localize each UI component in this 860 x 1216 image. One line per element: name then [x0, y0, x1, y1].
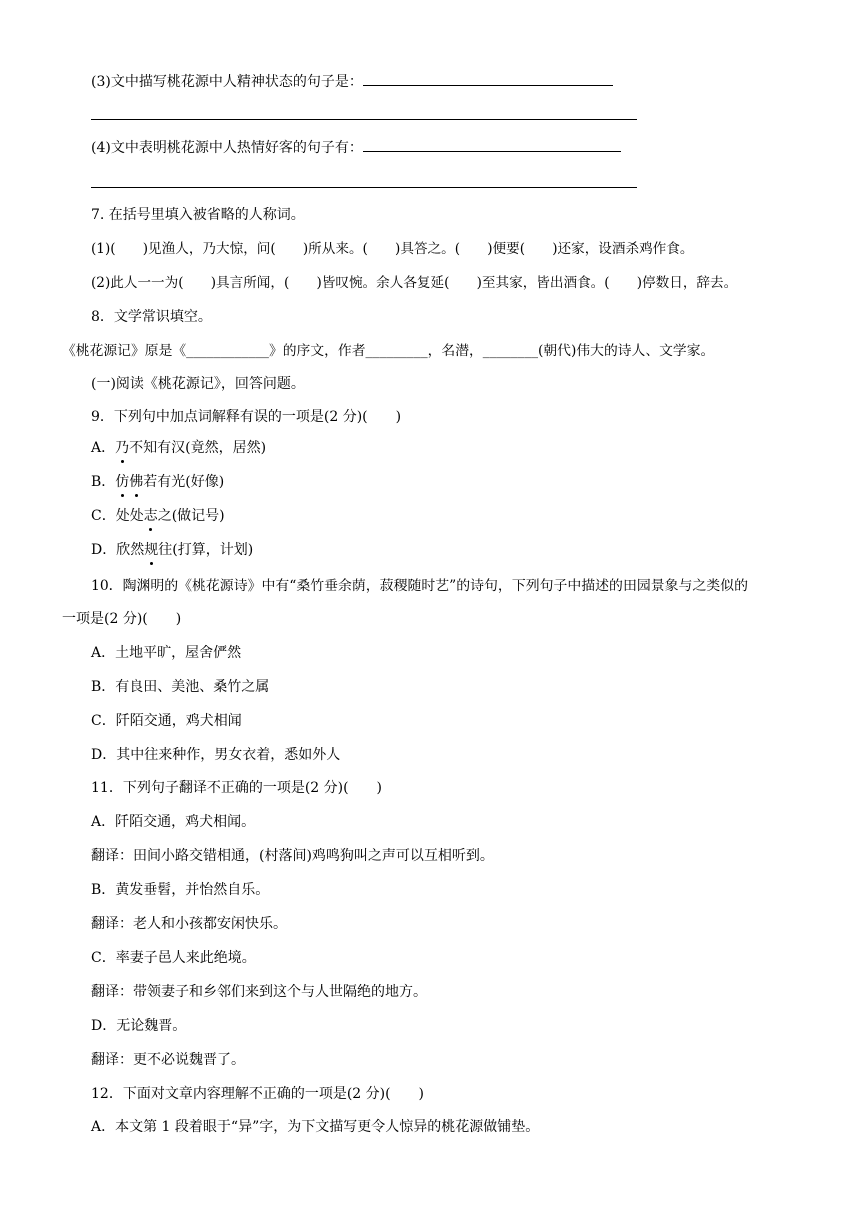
q9-c-prefix: C．处处	[91, 508, 144, 524]
q9-b-dotted-char-1: 仿	[115, 474, 130, 490]
q9-a-rest: 不知有汉(竟然，居然)	[129, 440, 267, 456]
q6-3-answer-blank[interactable]	[363, 71, 613, 86]
q7-line-1: (1)( )见渔人，乃大惊，问( )所从来。( )具答之。( )便要( )还家，设酒杀鸡作食。	[91, 241, 694, 257]
q10-option-c: C．阡陌交通，鸡犬相闻	[91, 713, 242, 729]
q6-4-answer-line[interactable]	[91, 187, 637, 188]
q9-b-prefix: B．	[91, 474, 116, 490]
q10-stem-line-2: 一项是(2 分)( )	[62, 611, 182, 627]
q10-stem-line-1: 10．陶渊明的《桃花源诗》中有“桑竹垂余荫，菽稷随时艺”的诗句，下列句子中描述的田园景象与之类似的	[91, 578, 748, 594]
q6-3-text: (3)文中描写桃花源中人精神状态的句子是：	[91, 74, 363, 90]
q6-3-line	[91, 71, 613, 92]
q8-title: 8．文学常识填空。	[91, 309, 212, 325]
q11-option-c: C．率妻子邑人来此绝境。	[91, 950, 256, 966]
q9-a-prefix: A．	[91, 440, 116, 456]
q11-translation-b: 翻译：老人和小孩都安闲快乐。	[91, 916, 287, 932]
q11-translation-a: 翻译：田间小路交错相通，(村落间)鸡鸣狗叫之声可以互相听到。	[91, 848, 494, 864]
q11-translation-c: 翻译：带领妻子和乡邻们来到这个与人世隔绝的地方。	[91, 984, 427, 1000]
q12-stem: 12．下面对文章内容理解不正确的一项是(2 分)( )	[91, 1086, 425, 1102]
q6-4-line	[91, 137, 621, 158]
q6-3-answer-line[interactable]	[91, 119, 637, 120]
q9-option-a	[91, 438, 266, 458]
q7-line-2: (2)此人一一为( )具言所闻，( )皆叹惋。余人各复延( )至其家，皆出酒食。( )停数日，辞去。	[91, 275, 738, 291]
q7-title: 7. 在括号里填入被省略的人称词。	[91, 207, 305, 223]
q10-option-d: D．其中往来种作，男女衣着，悉如外人	[91, 747, 341, 763]
q11-option-d: D．无论魏晋。	[91, 1018, 187, 1034]
section-heading: (一)阅读《桃花源记》，回答问题。	[91, 376, 305, 392]
q6-4-text: (4)文中表明桃花源中人热情好客的句子有：	[91, 140, 363, 156]
q10-option-b: B．有良田、美池、桑竹之属	[91, 679, 270, 695]
q12-option-a: A．本文第 1 段着眼于“异”字，为下文描写更令人惊异的桃花源做铺垫。	[91, 1119, 540, 1135]
q9-d-prefix: D．欣然	[91, 542, 145, 558]
q9-option-d	[91, 540, 253, 560]
q11-stem: 11．下列句子翻译不正确的一项是(2 分)( )	[91, 780, 383, 796]
q8-line: 《桃花源记》原是《____________》的序文，作者_________，名潜，________(朝代)伟大的诗人、文学家。	[62, 343, 715, 359]
q9-c-dotted-word: 志	[143, 508, 158, 524]
q9-b-rest: 若有光(好像)	[143, 474, 225, 490]
q11-option-b: B．黄发垂髫，并怡然自乐。	[91, 882, 270, 898]
q9-option-b	[91, 472, 224, 492]
q6-4-answer-blank[interactable]	[363, 137, 621, 152]
q10-option-a: A．土地平旷，屋舍俨然	[91, 645, 242, 661]
q9-c-rest: 之(做记号)	[157, 508, 225, 524]
q9-d-dotted-word: 规	[144, 542, 159, 558]
q9-d-rest: 往(打算，计划)	[158, 542, 254, 558]
q9-stem: 9．下列句中加点词解释有误的一项是(2 分)( )	[91, 409, 402, 425]
q9-option-c	[91, 506, 225, 526]
q11-option-a: A．阡陌交通，鸡犬相闻。	[91, 814, 256, 830]
q9-a-dotted-word: 乃	[115, 440, 130, 456]
q9-b-dotted-char-2: 佛	[129, 474, 144, 490]
q11-translation-d: 翻译：更不必说魏晋了。	[91, 1052, 245, 1068]
